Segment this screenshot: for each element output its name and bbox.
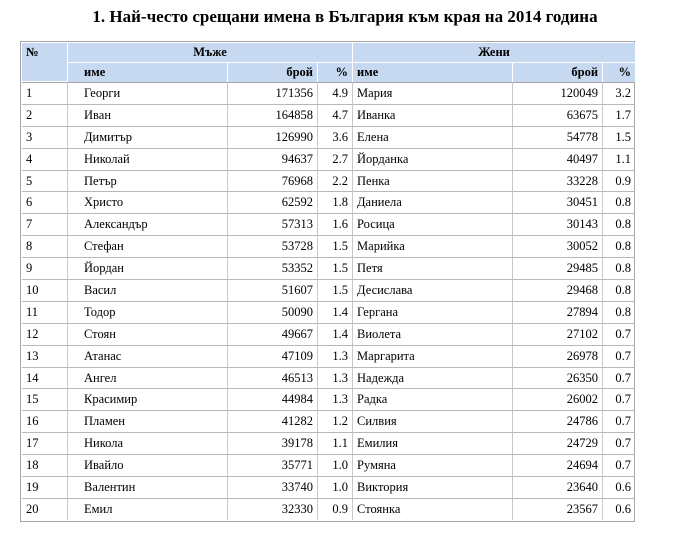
- cell-men-percent: 4.7: [317, 104, 352, 126]
- cell-no: 10: [22, 279, 67, 301]
- cell-men-percent: 1.2: [317, 410, 352, 432]
- cell-men-percent: 1.5: [317, 235, 352, 257]
- header-men-name: име: [67, 63, 227, 82]
- cell-women-count: 26978: [512, 345, 602, 367]
- cell-women-name: Йорданка: [352, 148, 512, 170]
- cell-no: 19: [22, 476, 67, 498]
- cell-men-count: 76968: [227, 170, 317, 192]
- cell-women-name: Надежда: [352, 367, 512, 389]
- cell-men-name: Тодор: [67, 301, 227, 323]
- cell-women-count: 29485: [512, 257, 602, 279]
- cell-men-count: 49667: [227, 323, 317, 345]
- table-row: [22, 432, 635, 454]
- cell-men-count: 32330: [227, 498, 317, 520]
- cell-men-name: Стефан: [67, 235, 227, 257]
- cell-men-count: 44984: [227, 388, 317, 410]
- cell-women-percent: 0.8: [602, 257, 635, 279]
- cell-men-count: 41282: [227, 410, 317, 432]
- cell-men-name: Стоян: [67, 323, 227, 345]
- cell-men-percent: 1.3: [317, 367, 352, 389]
- cell-men-count: 126990: [227, 126, 317, 148]
- table-row: [22, 410, 635, 432]
- header-women-percent: %: [602, 63, 635, 82]
- table-row: [22, 476, 635, 498]
- cell-men-percent: 2.2: [317, 170, 352, 192]
- cell-women-percent: 0.8: [602, 191, 635, 213]
- cell-no: 20: [22, 498, 67, 520]
- cell-men-name: Ивайло: [67, 454, 227, 476]
- cell-women-name: Виктория: [352, 476, 512, 498]
- cell-no: 14: [22, 367, 67, 389]
- header-men-percent: %: [317, 63, 352, 82]
- cell-women-count: 30143: [512, 213, 602, 235]
- cell-women-count: 40497: [512, 148, 602, 170]
- cell-women-name: Маргарита: [352, 345, 512, 367]
- header-women-count: брой: [512, 63, 602, 82]
- cell-men-name: Христо: [67, 191, 227, 213]
- cell-women-count: 33228: [512, 170, 602, 192]
- cell-women-count: 30052: [512, 235, 602, 257]
- cell-women-count: 27102: [512, 323, 602, 345]
- cell-no: 6: [22, 191, 67, 213]
- cell-women-percent: 0.8: [602, 301, 635, 323]
- cell-no: 7: [22, 213, 67, 235]
- cell-no: 2: [22, 104, 67, 126]
- document-title: 1. Най-често срещани имена в България към края на 2014 година: [92, 7, 598, 26]
- cell-women-name: Радка: [352, 388, 512, 410]
- cell-women-percent: 0.6: [602, 476, 635, 498]
- cell-men-name: Йордан: [67, 257, 227, 279]
- cell-women-percent: 1.5: [602, 126, 635, 148]
- cell-men-percent: 1.5: [317, 279, 352, 301]
- header-women-name: име: [352, 63, 512, 82]
- cell-men-percent: 1.5: [317, 257, 352, 279]
- cell-women-name: Петя: [352, 257, 512, 279]
- cell-women-name: Стоянка: [352, 498, 512, 520]
- cell-men-count: 171356: [227, 82, 317, 104]
- cell-no: 13: [22, 345, 67, 367]
- cell-no: 1: [22, 82, 67, 104]
- cell-women-name: Емилия: [352, 432, 512, 454]
- cell-women-percent: 3.2: [602, 82, 635, 104]
- cell-no: 11: [22, 301, 67, 323]
- cell-men-percent: 1.6: [317, 213, 352, 235]
- cell-women-percent: 0.8: [602, 279, 635, 301]
- cell-men-count: 53352: [227, 257, 317, 279]
- cell-women-percent: 0.7: [602, 410, 635, 432]
- header-women: Жени: [352, 43, 635, 63]
- cell-women-count: 26002: [512, 388, 602, 410]
- cell-men-name: Ангел: [67, 367, 227, 389]
- cell-men-name: Димитър: [67, 126, 227, 148]
- table-row: [22, 213, 635, 235]
- cell-women-percent: 0.7: [602, 454, 635, 476]
- table-row: [22, 498, 635, 520]
- cell-women-count: 26350: [512, 367, 602, 389]
- cell-no: 3: [22, 126, 67, 148]
- table-row: [22, 148, 635, 170]
- cell-men-percent: 3.6: [317, 126, 352, 148]
- cell-women-count: 30451: [512, 191, 602, 213]
- cell-women-name: Росица: [352, 213, 512, 235]
- table-row: [22, 279, 635, 301]
- cell-men-percent: 2.7: [317, 148, 352, 170]
- cell-no: 9: [22, 257, 67, 279]
- cell-men-name: Васил: [67, 279, 227, 301]
- cell-men-count: 47109: [227, 345, 317, 367]
- cell-women-name: Гергана: [352, 301, 512, 323]
- cell-women-percent: 0.7: [602, 345, 635, 367]
- cell-men-name: Георги: [67, 82, 227, 104]
- table-row: [22, 454, 635, 476]
- cell-men-name: Атанас: [67, 345, 227, 367]
- cell-women-percent: 1.1: [602, 148, 635, 170]
- cell-women-name: Марийка: [352, 235, 512, 257]
- cell-no: 5: [22, 170, 67, 192]
- cell-women-percent: 0.7: [602, 323, 635, 345]
- cell-men-count: 62592: [227, 191, 317, 213]
- cell-no: 4: [22, 148, 67, 170]
- cell-men-percent: 1.3: [317, 345, 352, 367]
- table-body: [22, 82, 635, 520]
- cell-women-percent: 0.9: [602, 170, 635, 192]
- cell-women-count: 24694: [512, 454, 602, 476]
- cell-women-count: 29468: [512, 279, 602, 301]
- cell-men-count: 35771: [227, 454, 317, 476]
- cell-men-count: 39178: [227, 432, 317, 454]
- cell-men-name: Никола: [67, 432, 227, 454]
- cell-men-percent: 1.0: [317, 454, 352, 476]
- cell-women-name: Виолета: [352, 323, 512, 345]
- cell-women-percent: 0.8: [602, 235, 635, 257]
- cell-men-percent: 1.3: [317, 388, 352, 410]
- table-row: [22, 104, 635, 126]
- cell-women-percent: 0.7: [602, 432, 635, 454]
- cell-women-name: Даниела: [352, 191, 512, 213]
- cell-men-percent: 4.9: [317, 82, 352, 104]
- cell-women-name: Пенка: [352, 170, 512, 192]
- header-row-groups: [22, 43, 635, 63]
- cell-men-percent: 1.4: [317, 301, 352, 323]
- cell-no: 15: [22, 388, 67, 410]
- cell-men-count: 164858: [227, 104, 317, 126]
- cell-women-percent: 0.7: [602, 367, 635, 389]
- cell-women-percent: 0.6: [602, 498, 635, 520]
- cell-women-count: 23640: [512, 476, 602, 498]
- cell-men-percent: 1.4: [317, 323, 352, 345]
- header-row-columns: [22, 63, 635, 82]
- cell-women-name: Румяна: [352, 454, 512, 476]
- table-row: [22, 388, 635, 410]
- cell-men-count: 57313: [227, 213, 317, 235]
- table-row: [22, 345, 635, 367]
- cell-men-percent: 1.0: [317, 476, 352, 498]
- cell-men-percent: 1.8: [317, 191, 352, 213]
- cell-men-count: 53728: [227, 235, 317, 257]
- names-table: [22, 43, 635, 520]
- cell-men-name: Николай: [67, 148, 227, 170]
- header-no: №: [22, 43, 67, 82]
- table-row: [22, 82, 635, 104]
- cell-women-count: 23567: [512, 498, 602, 520]
- cell-women-name: Иванка: [352, 104, 512, 126]
- header-men-count: брой: [227, 63, 317, 82]
- cell-women-count: 54778: [512, 126, 602, 148]
- table-row: [22, 301, 635, 323]
- cell-no: 12: [22, 323, 67, 345]
- table-row: [22, 126, 635, 148]
- cell-no: 8: [22, 235, 67, 257]
- cell-men-count: 94637: [227, 148, 317, 170]
- cell-women-count: 63675: [512, 104, 602, 126]
- cell-men-name: Иван: [67, 104, 227, 126]
- cell-women-count: 24786: [512, 410, 602, 432]
- cell-men-name: Красимир: [67, 388, 227, 410]
- cell-men-percent: 0.9: [317, 498, 352, 520]
- table-row: [22, 257, 635, 279]
- cell-no: 18: [22, 454, 67, 476]
- table-row: [22, 170, 635, 192]
- cell-men-name: Александър: [67, 213, 227, 235]
- table-row: [22, 235, 635, 257]
- cell-men-name: Пламен: [67, 410, 227, 432]
- table-row: [22, 367, 635, 389]
- cell-women-percent: 0.7: [602, 388, 635, 410]
- cell-men-name: Петър: [67, 170, 227, 192]
- cell-men-count: 46513: [227, 367, 317, 389]
- table-row: [22, 191, 635, 213]
- cell-women-count: 27894: [512, 301, 602, 323]
- cell-women-percent: 0.8: [602, 213, 635, 235]
- cell-men-count: 51607: [227, 279, 317, 301]
- cell-no: 16: [22, 410, 67, 432]
- cell-women-name: Елена: [352, 126, 512, 148]
- cell-women-name: Мария: [352, 82, 512, 104]
- cell-no: 17: [22, 432, 67, 454]
- cell-men-name: Валентин: [67, 476, 227, 498]
- cell-women-name: Десислава: [352, 279, 512, 301]
- cell-women-count: 24729: [512, 432, 602, 454]
- header-men: Мъже: [67, 43, 352, 63]
- table-row: [22, 323, 635, 345]
- cell-women-count: 120049: [512, 82, 602, 104]
- cell-men-name: Емил: [67, 498, 227, 520]
- cell-women-percent: 1.7: [602, 104, 635, 126]
- cell-women-name: Силвия: [352, 410, 512, 432]
- cell-men-count: 33740: [227, 476, 317, 498]
- cell-men-count: 50090: [227, 301, 317, 323]
- cell-men-percent: 1.1: [317, 432, 352, 454]
